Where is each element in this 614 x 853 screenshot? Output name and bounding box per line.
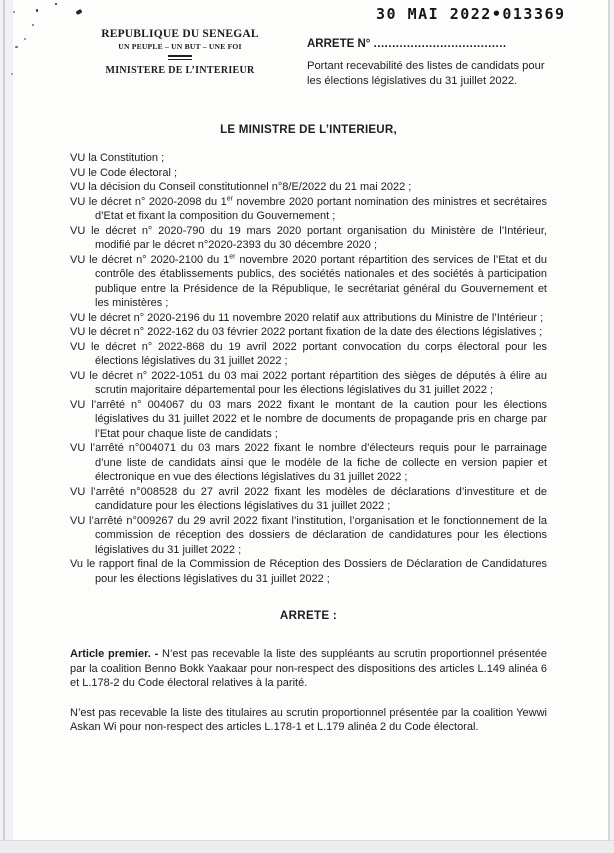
scan-artifact <box>55 3 57 5</box>
letterhead-motto: UN PEUPLE – UN BUT – UNE FOI <box>118 42 242 51</box>
date-registration-stamp: 30 MAI 2022•013369 <box>376 5 566 23</box>
arrete-number-dots: .................................... <box>373 38 507 50</box>
letterhead-ministry: MINISTERE DE L’INTERIEUR <box>105 65 255 76</box>
letterhead-republic: REPUBLIQUE DU SENEGAL <box>101 28 259 40</box>
letterhead <box>90 28 270 89</box>
scan-artifact <box>13 11 15 13</box>
scan-artifact <box>36 9 38 12</box>
article-premier-label: Article premier. - <box>70 648 159 660</box>
arrete-reference-block <box>307 38 547 89</box>
vu-item: VU le décret n° 2020-790 du 19 mars 2020 portant organisation du Ministère de l’Intérieur, modifié par le décret n°2020-2393 du 30 décembre 2020 ; <box>70 224 547 251</box>
article-premier <box>70 647 547 691</box>
vu-item: Vu le rapport final de la Commission de Réception des Dossiers de Déclaration de Candidatures pour les élections législatives du 31 juillet 2022 ; <box>70 558 547 585</box>
scan-artifact <box>75 9 82 15</box>
article-paragraph-2-text: N’est pas recevable la liste des titulaires au scrutin proportionnel présentée par la coalition Yewwi Askan Wi pour non-respect des articles L.178-1 et L.179 alinéa 2 du Code électoral. <box>70 706 547 733</box>
vu-item: VU la décision du Conseil constitutionnel n°8/E/2022 du 21 mai 2022 ; <box>70 181 412 193</box>
document-header <box>70 28 547 89</box>
vu-item: VU l’arrêté n°004071 du 03 mars 2022 fixant le nombre d’électeurs requis pour le parrainage d’une liste de candidats ainsi que le modèle de la fiche de collecte en version papier et électronique en vue des élections législatives du 31 juillet 2022 ; <box>70 442 547 483</box>
scan-edge-bottom <box>0 840 614 853</box>
vu-item: VU l’arrêté n° 004067 du 03 mars 2022 fixant le montant de la caution pour les élections législatives du 31 juillet 2022 et le nombre de documents de propagande pris en charge par l’Etat pour chaque liste de candidats ; <box>70 398 547 440</box>
arrete-number-line <box>307 38 547 50</box>
vu-item: VU le décret n° 2022-868 du 19 avril 2022 portant convocation du corps électoral pour les élections législatives du 31 juillet 2022 ; <box>70 340 547 367</box>
arrete-number-label: ARRETE N° <box>307 38 371 50</box>
vu-item: VU le décret n° 2020-2100 du 1er novembre 2020 portant répartition des services de l’Etat et du contrôle des établissements publics, des sociétés nationales et des sociétés à participation publique entre la Présidence de la République, le secrétariat général du Gouvernement et les ministères ; <box>70 252 547 309</box>
article-premier-text: N’est pas recevable la liste des suppléants au scrutin proportionnel présentée par la coalition Benno Bokk Yaakaar pour non-respect des dispositions des articles L.149 alinéa 6 et L.178-2 du Code électoral relatives à la parité. <box>70 648 547 689</box>
vu-item: VU le décret n° 2020-2196 du 11 novembre 2020 relatif aux attributions du Ministre de l’Intérieur ; <box>70 311 544 324</box>
arrete-subject: Portant recevabilité des listes de candidats pour les élections législatives du 31 juillet 2022. <box>307 60 545 87</box>
vu-item: VU le décret n° 2022-1051 du 03 mai 2022 portant répartition des sièges de députés à élire au scrutin majoritaire départemental pour les élections législatives du 31 juillet 2022 ; <box>70 369 547 396</box>
document-content <box>0 28 614 735</box>
article-paragraph-2 <box>70 706 547 735</box>
vu-item: VU le décret n° 2022-162 du 03 février 2022 portant fixation de la date des élections législatives ; <box>70 326 543 338</box>
vu-item: VU l’arrêté n°008528 du 27 avril 2022 fixant les modèles de déclarations d’investiture et de candidature pour les élections législatives du 31 juillet 2022 ; <box>70 485 547 512</box>
vu-item: VU le décret n° 2020-2098 du 1er novembre 2020 portant nomination des ministres et secrétaires d’Etat et fixant la composition du Gouvernement ; <box>70 194 547 222</box>
document-title: LE MINISTRE DE L’INTERIEUR, <box>220 123 397 136</box>
arrete-heading: ARRETE : <box>279 609 338 622</box>
letterhead-rule <box>168 55 192 60</box>
vu-item: VU le Code électoral ; <box>70 166 177 179</box>
vu-list <box>70 151 547 586</box>
scan-artifact <box>32 24 34 26</box>
vu-item: VU la Constitution ; <box>70 152 165 164</box>
vu-item: VU l’arrêté n°009267 du 29 avril 2022 fixant l’institution, l’organisation et le fonctionnement de la commission de réception des dossiers de déclaration de candidatures pour les élections législatives du 31 juillet 2022 ; <box>70 514 547 556</box>
